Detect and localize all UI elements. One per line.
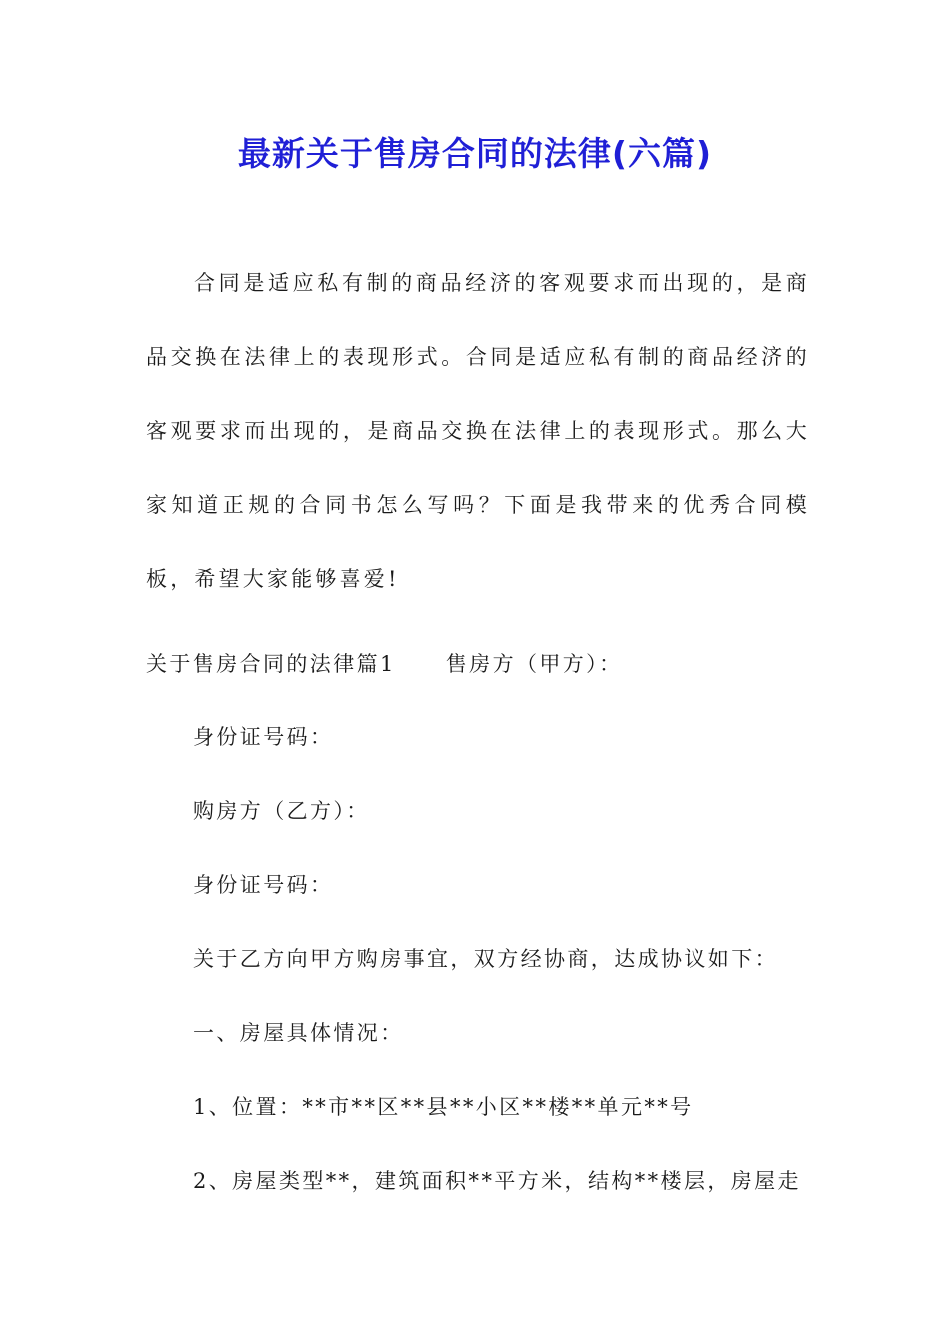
seller-id-line: 身份证号码： — [193, 725, 334, 749]
document-title: 最新关于售房合同的法律(六篇) — [237, 134, 713, 173]
clause-item-1: 1、位置：**市**区**县**小区**楼**单元**号 — [193, 1095, 694, 1119]
buyer-id-line: 身份证号码： — [193, 873, 334, 897]
buyer-label-line: 购房方（乙方）： — [193, 799, 370, 823]
section-heading: 关于售房合同的法律篇1 — [146, 652, 396, 676]
seller-label: 售房方（甲方）： — [445, 652, 623, 676]
agreement-intro-line: 关于乙方向甲方购房事宜，双方经协商，达成协议如下： — [193, 947, 778, 971]
clause-item-2: 2、房屋类型**，建筑面积**平方米，结构**楼层，房屋走 — [193, 1169, 801, 1193]
section-heading-line — [146, 648, 622, 678]
clause-1-title: 一、房屋具体情况： — [193, 1021, 404, 1045]
intro-paragraph: 合同是适应私有制的商品经济的客观要求而出现的，是商品交换在法律上的表现形式。合同是适应私有制的商品经济的客观要求而出现的，是商品交换在法律上的表现形式。那么大家知道正规的合同书怎么写吗？下面是我带来的优秀合同模板，希望大家能够喜爱! — [146, 271, 810, 591]
